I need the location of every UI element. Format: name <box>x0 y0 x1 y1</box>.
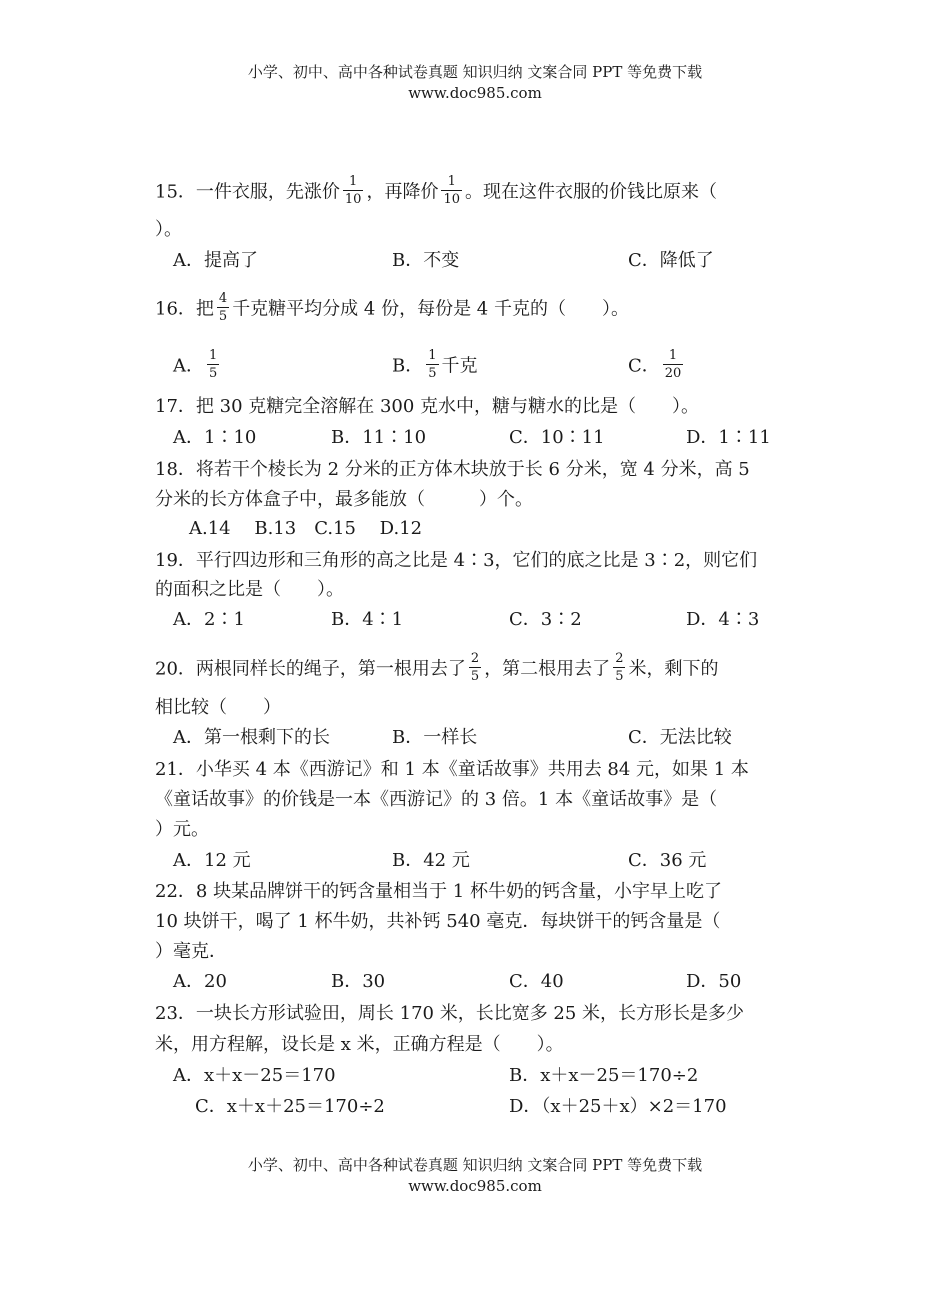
q17-option-a: A．1∶10 <box>173 427 257 448</box>
q21-option-a: A．12 元 <box>173 850 251 871</box>
question-21-line-2: 《童话故事》的价钱是一本《西游记》的 3 倍。1 本《童话故事》是（ <box>155 789 718 810</box>
q20-option-c: C．无法比较 <box>628 727 732 748</box>
q20-text-1: 20．两根同样长的绳子，第一根用去了 <box>155 658 466 680</box>
page-footer <box>0 1155 950 1197</box>
q16-text-1: 16．把 <box>155 298 214 320</box>
q18-options: A.14 B.13 C.15 D.12 <box>189 518 423 539</box>
question-20-line-2: 相比较（ ） <box>155 697 281 718</box>
q17-option-d: D．1∶11 <box>686 427 771 448</box>
q16-option-c: C． $\frac{1}{20}$ <box>628 348 682 381</box>
q19-option-d: D．4∶3 <box>686 609 760 630</box>
q19-option-a: A．2∶1 <box>173 609 245 630</box>
question-18-line-1: 18．将若干个棱长为 2 分米的正方体木块放于长 6 分米，宽 4 分米，高 5 <box>155 459 750 480</box>
q20-text-3: 米，剩下的 <box>628 658 719 680</box>
q23-option-c: C．x＋x＋25＝170÷2 <box>195 1096 385 1117</box>
question-19-line-1: 19．平行四边形和三角形的高之比是 4∶3，它们的底之比是 3∶2，则它们 <box>155 550 758 571</box>
q22-option-d: D．50 <box>686 971 742 992</box>
q20-text-2: ，第二根用去了 <box>484 658 611 680</box>
q16-option-a: A． $\frac{1}{5}$ <box>173 348 218 381</box>
fraction: $\frac{1}{10}$ <box>344 174 362 207</box>
question-17: 17．把 30 克糖完全溶解在 300 克水中，糖与糖水的比是（ ）。 <box>155 396 700 417</box>
footer-url: www.doc985.com <box>408 1177 542 1195</box>
q15-option-a: A．提高了 <box>173 250 258 271</box>
fraction: $\frac{1}{5}$ <box>428 348 437 381</box>
q17-option-c: C．10∶11 <box>509 427 605 448</box>
q15-text-3: 。现在这件衣服的价钱比原来（ <box>465 181 717 203</box>
fraction: $\frac{1}{10}$ <box>443 174 460 207</box>
q22-option-b: B．30 <box>331 971 386 992</box>
q15-text-1: 15．一件衣服，先涨价 <box>155 181 340 203</box>
question-20 <box>155 653 718 686</box>
question-22-line-2: 10 块饼干，喝了 1 杯牛奶，共补钙 540 毫克．每块饼干的钙含量是（ <box>155 911 721 932</box>
question-15 <box>155 176 717 209</box>
q21-option-c: C．36 元 <box>628 850 707 871</box>
question-21-line-1: 21．小华买 4 本《西游记》和 1 本《童话故事》共用去 84 元，如果 1 本 <box>155 759 749 780</box>
q15-option-c: C．降低了 <box>628 250 714 271</box>
q17-option-b: B．11∶10 <box>331 427 427 448</box>
q23-option-a: A．x＋x－25＝170 <box>173 1065 336 1086</box>
question-22-line-3: ）毫克． <box>155 941 227 962</box>
page-header <box>0 62 950 104</box>
q15-text-2: ，再降价 <box>366 181 439 203</box>
question-22-line-1: 22．8 块某品牌饼干的钙含量相当于 1 杯牛奶的钙含量，小宇早上吃了 <box>155 881 722 902</box>
question-23-line-2: 米，用方程解，设长是 x 米，正确方程是（ ）。 <box>155 1034 564 1055</box>
fraction: $\frac{2}{5}$ <box>470 651 480 684</box>
fraction: $\frac{1}{20}$ <box>664 348 682 381</box>
header-text: 小学、初中、高中各种试卷真题 知识归纳 文案合同 PPT 等免费下载 <box>247 63 703 81</box>
question-23-line-1: 23．一块长方形试验田，周长 170 米，长比宽多 25 米，长方形长是多少 <box>155 1003 745 1024</box>
q15-continuation: ）。 <box>155 219 182 240</box>
q15-option-b: B．不变 <box>392 250 460 271</box>
q23-option-d: D．（x＋25＋x）×2＝170 <box>509 1096 727 1117</box>
q20-option-a: A．第一根剩下的长 <box>173 727 330 748</box>
q20-option-b: B．一样长 <box>392 727 478 748</box>
fraction: $\frac{4}{5}$ <box>218 291 228 324</box>
q16-option-b: B． $\frac{1}{5}$ 千克 <box>392 348 478 381</box>
q16-text-2: 千克糖平均分成 4 份，每份是 4 千克的（ ）。 <box>232 298 629 320</box>
q23-option-b: B．x＋x－25＝170÷2 <box>509 1065 699 1086</box>
q19-option-c: C．3∶2 <box>509 609 582 630</box>
question-16 <box>155 293 629 326</box>
question-21-line-3: ）元。 <box>155 819 209 840</box>
q21-option-b: B．42 元 <box>392 850 470 871</box>
question-18-line-2: 分米的长方体盒子中，最多能放（ ）个。 <box>155 489 533 510</box>
q19-option-b: B．4∶1 <box>331 609 404 630</box>
footer-text: 小学、初中、高中各种试卷真题 知识归纳 文案合同 PPT 等免费下载 <box>247 1156 703 1174</box>
q22-option-a: A．20 <box>173 971 227 992</box>
q22-option-c: C．40 <box>509 971 564 992</box>
question-19-line-2: 的面积之比是（ ）。 <box>155 579 344 600</box>
header-url: www.doc985.com <box>408 84 542 102</box>
fraction: $\frac{2}{5}$ <box>615 651 624 684</box>
fraction: $\frac{1}{5}$ <box>209 348 218 381</box>
